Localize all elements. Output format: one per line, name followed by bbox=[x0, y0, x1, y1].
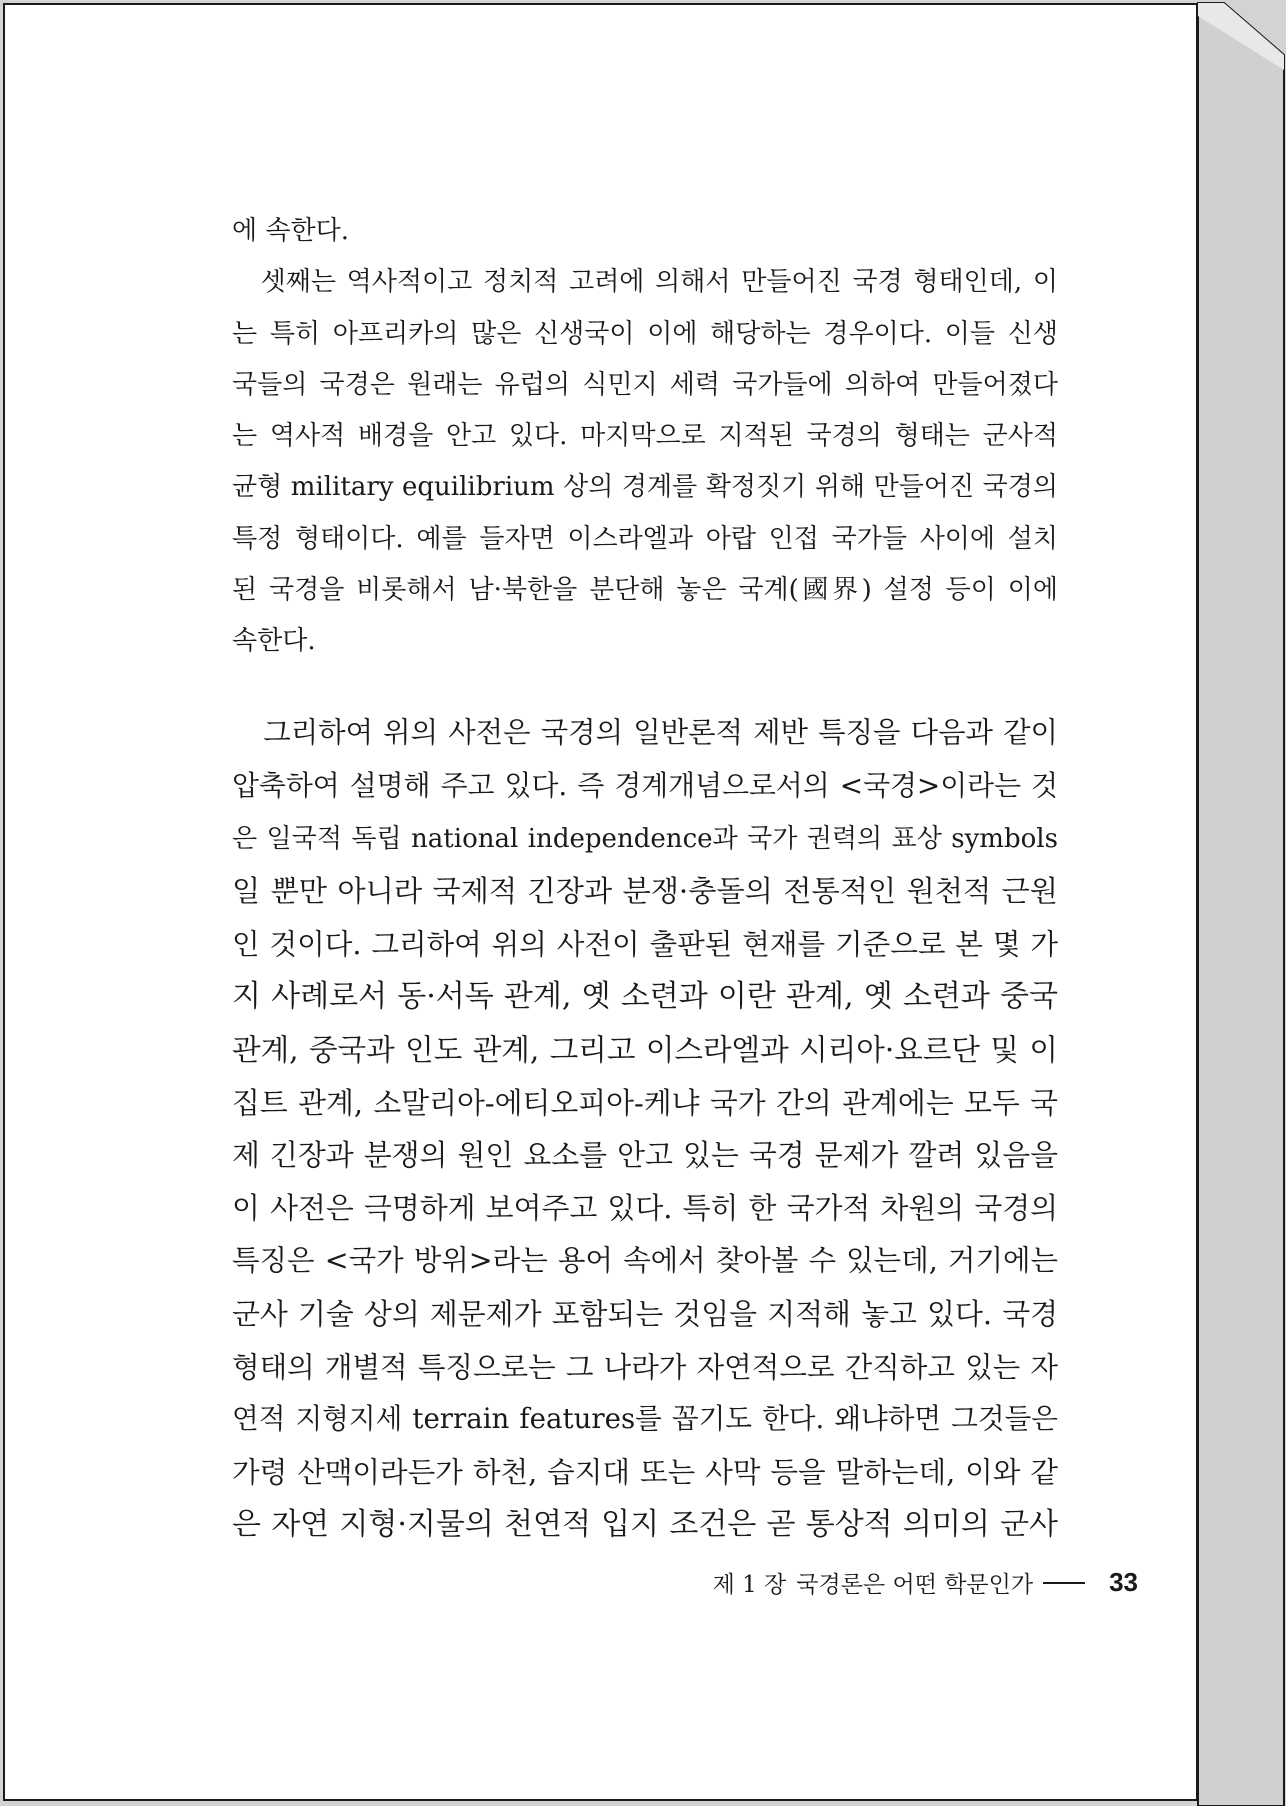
text-line: 연적 지형지세 terrain features를 꼽기도 한다. 왜냐하면 그것들은 bbox=[232, 1402, 1058, 1436]
text-line: 된 국경을 비롯해서 남·북한을 분단해 놓은 국계(國界) 설정 등이 이에 bbox=[232, 575, 1058, 606]
text-line: 속한다. bbox=[232, 626, 316, 657]
text-line: 은 일국적 독립 national independence과 국가 권력의 표상 symbols bbox=[232, 823, 1058, 854]
running-footer bbox=[713, 1566, 1138, 1599]
text-line: 집트 관계, 소말리아-에티오피아-케냐 국가 간의 관계에는 모두 국 bbox=[232, 1085, 1058, 1120]
page-number: 33 bbox=[1109, 1567, 1138, 1597]
paragraph-block-1 bbox=[232, 206, 1058, 668]
text-line: 지 사례로서 동·서독 관계, 옛 소련과 이란 관계, 옛 소련과 중국 bbox=[232, 978, 1058, 1014]
text-line: 균형 military equilibrium 상의 경계를 확정짓기 위해 만들어진 국경의 bbox=[232, 472, 1058, 503]
text-line: 인 것이다. 그리하여 위의 사전이 출판된 현재를 기준으로 본 몇 가 bbox=[232, 927, 1058, 962]
text-line: 그리하여 위의 사전은 국경의 일반론적 제반 특징을 다음과 같이 bbox=[263, 716, 1058, 749]
chapter-label: 제 1 장 bbox=[712, 1572, 787, 1598]
text-line: 형태의 개별적 특징으로는 그 나라가 자연적으로 간직하고 있는 자 bbox=[232, 1349, 1058, 1384]
text-line: 제 긴장과 분쟁의 원인 요소를 안고 있는 국경 문제가 깔려 있음을 bbox=[232, 1138, 1058, 1173]
footer-rule bbox=[1043, 1582, 1085, 1584]
text-line: 특징은 <국가 방위>라는 용어 속에서 찾아볼 수 있는데, 거기에는 bbox=[232, 1243, 1058, 1277]
text-line: 에 속한다. bbox=[232, 216, 349, 246]
text-line: 셋째는 역사적이고 정치적 고려에 의해서 만들어진 국경 형태인데, 이 bbox=[260, 267, 1058, 298]
text-line: 가령 산맥이라든가 하천, 습지대 또는 사막 등을 말하는데, 이와 같 bbox=[232, 1455, 1058, 1490]
text-line: 이 사전은 극명하게 보여주고 있다. 특히 한 국가적 차원의 국경의 bbox=[232, 1191, 1058, 1226]
chapter-title: 국경론은 어떤 학문인가 bbox=[796, 1572, 1034, 1598]
text-line: 는 특히 아프리카의 많은 신생국이 이에 해당하는 경우이다. 이들 신생 bbox=[232, 318, 1058, 349]
text-line: 국들의 국경은 원래는 유럽의 식민지 세력 국가들에 의하여 만들어졌다 bbox=[232, 369, 1058, 400]
text-line: 일 뿐만 아니라 국제적 긴장과 분쟁·충돌의 전통적인 원천적 근원 bbox=[232, 874, 1058, 909]
text-line: 은 자연 지형·지물의 천연적 입지 조건은 곧 통상적 의미의 군사 bbox=[232, 1506, 1058, 1542]
text-line: 특정 형태이다. 예를 들자면 이스라엘과 아랍 인접 국가들 사이에 설치 bbox=[232, 523, 1058, 554]
paragraph-block-2 bbox=[232, 707, 1058, 1552]
text-line: 군사 기술 상의 제문제가 포함되는 것임을 지적해 놓고 있다. 국경 bbox=[232, 1296, 1058, 1331]
text-line: 는 역사적 배경을 안고 있다. 마지막으로 지적된 국경의 형태는 군사적 bbox=[232, 421, 1058, 452]
text-line: 압축하여 설명해 주고 있다. 즉 경계개념으로서의 <국경>이라는 것 bbox=[232, 768, 1058, 802]
text-line: 관계, 중국과 인도 관계, 그리고 이스라엘과 시리아·요르단 및 이 bbox=[232, 1032, 1058, 1067]
